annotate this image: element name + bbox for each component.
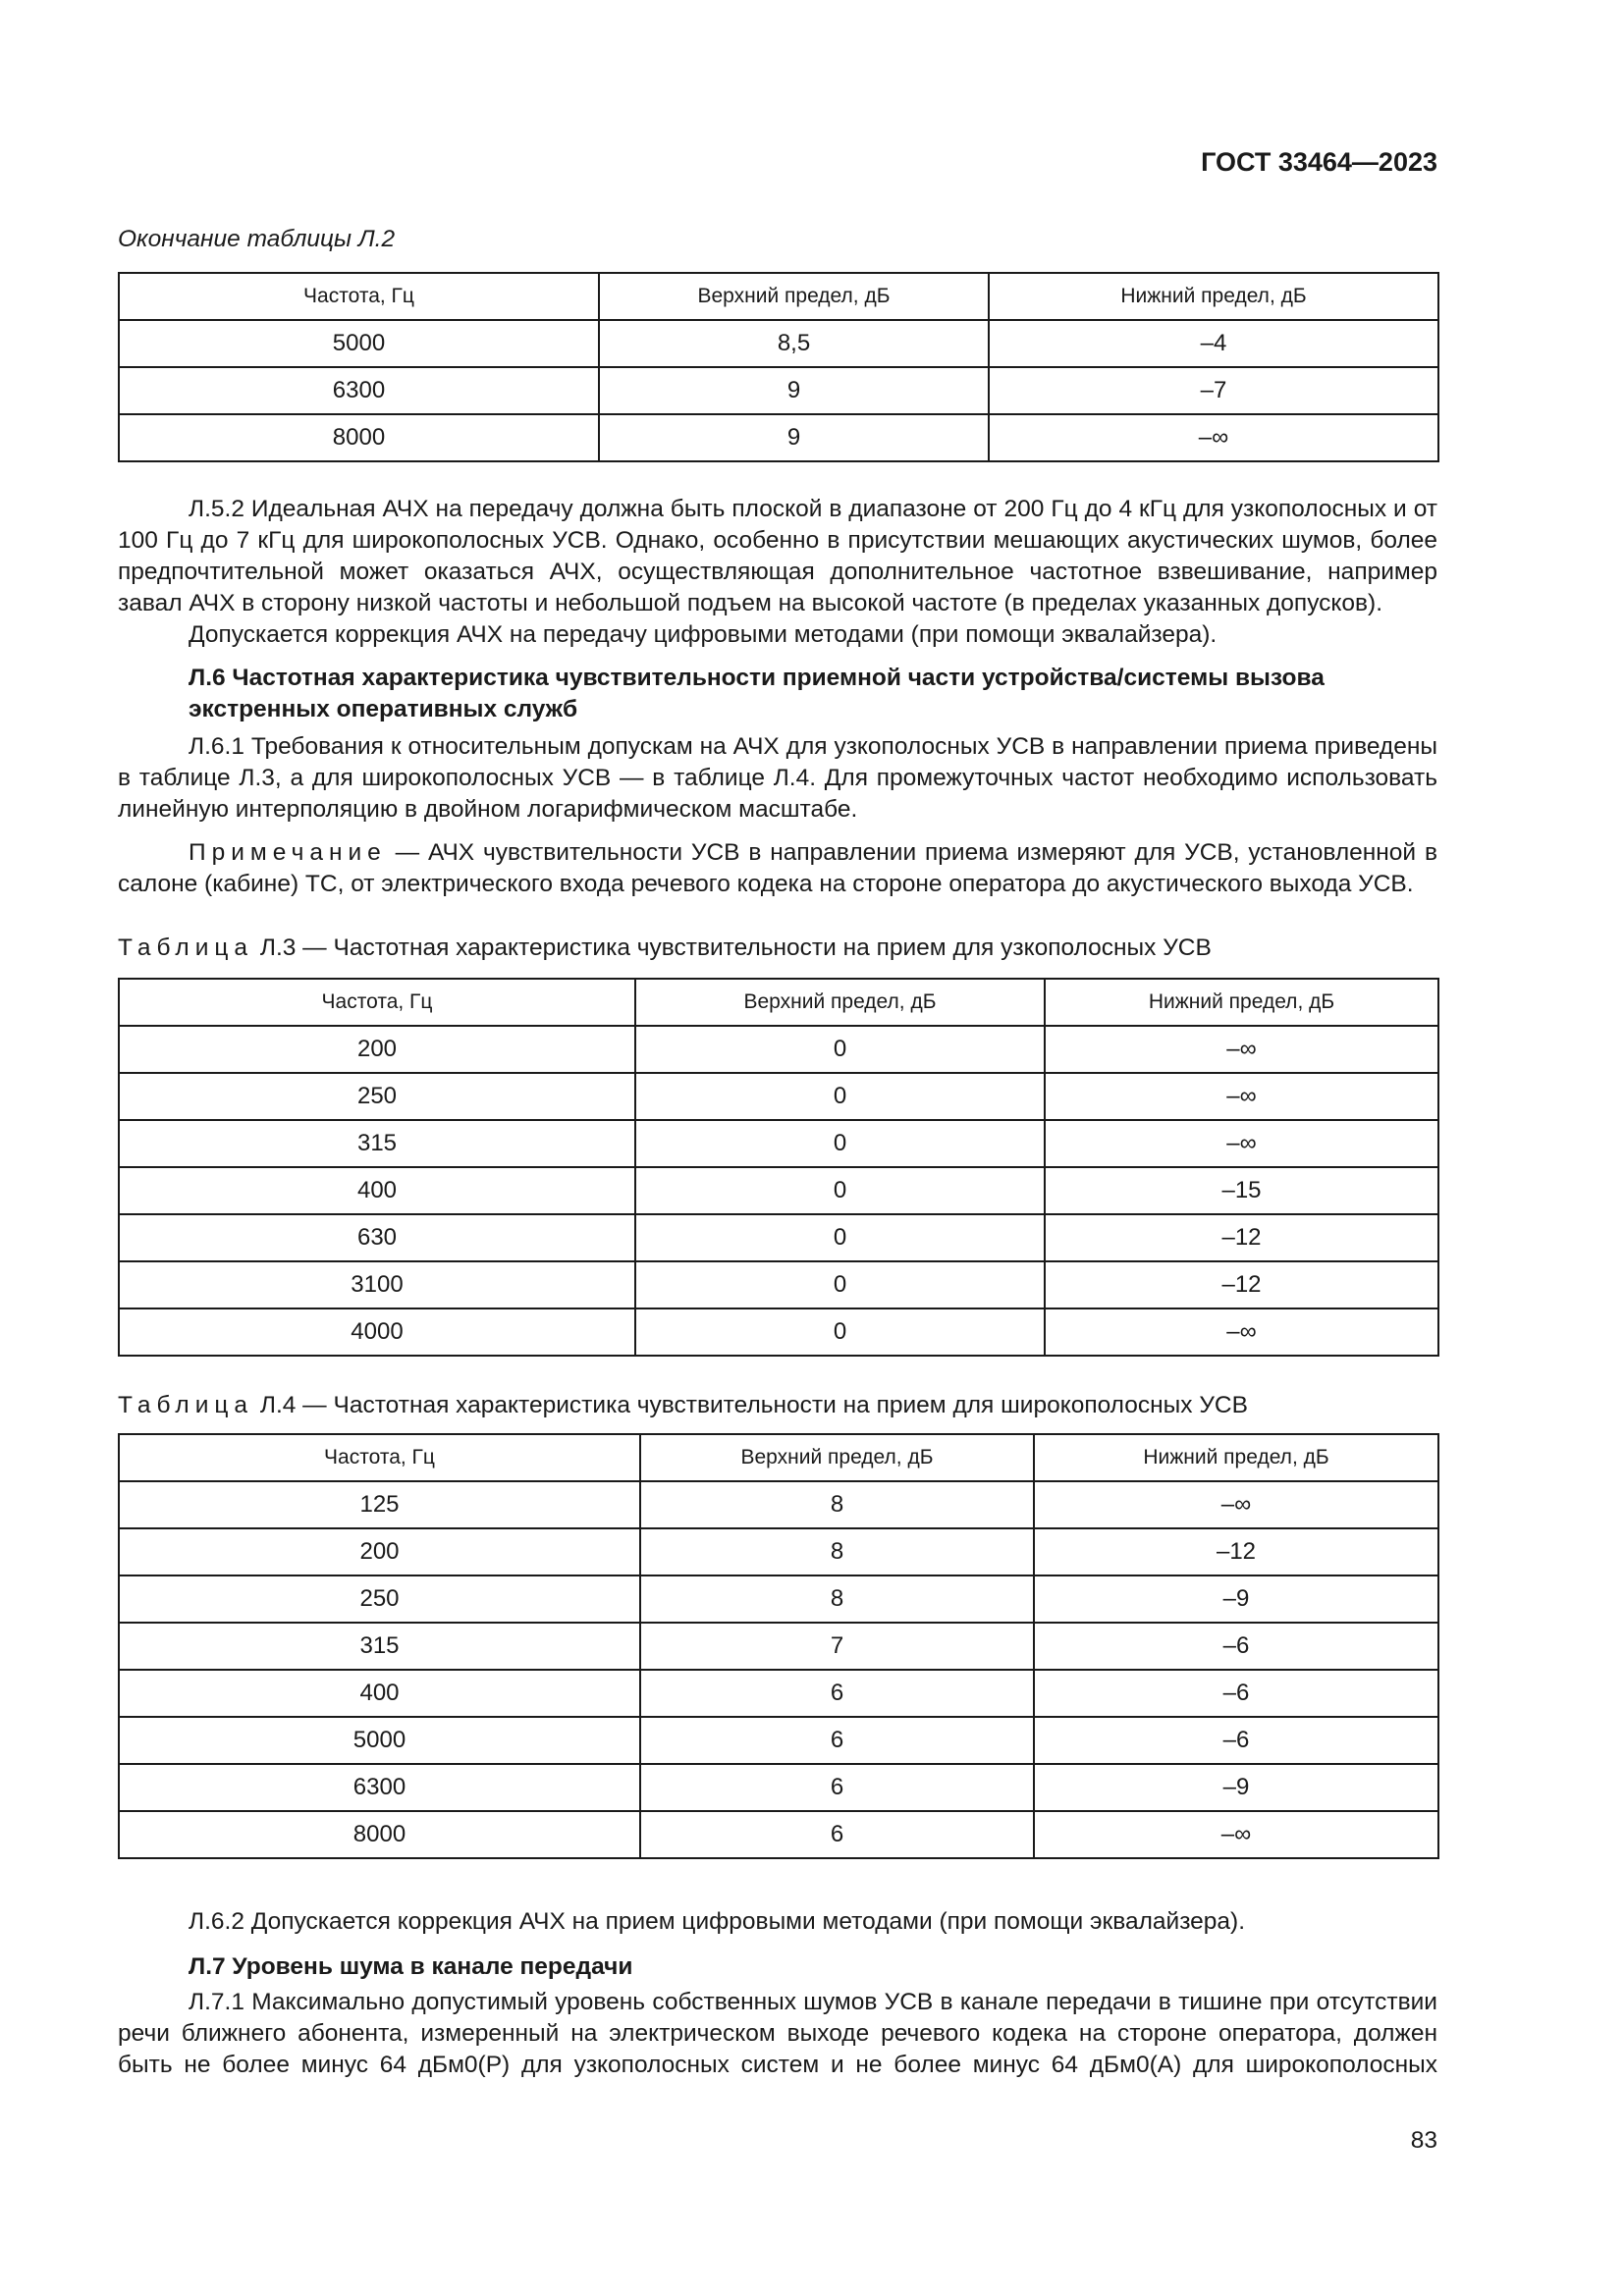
- table-cell: 0: [635, 1214, 1045, 1261]
- section-heading-l7: Л.7 Уровень шума в канале передачи: [189, 1953, 633, 1980]
- paragraph-l7-1: Л.7.1 Максимально допустимый уровень собственных шумов УСВ в канале передачи в тишине при отсутствии речи ближнего абонента, измеренный на электрическом выходе речевого кодека на стороне оператора, должен быть не более минус 64 дБм0(Р) для узкополосных систем и не более минус 64 дБм0(А) для широкополосных: [118, 1989, 1437, 2078]
- table-cell: –12: [1045, 1214, 1438, 1261]
- table-cell: 6300: [119, 367, 599, 414]
- table-row: [119, 1214, 1438, 1261]
- column-header: Нижний предел, дБ: [989, 273, 1438, 320]
- column-header: Нижний предел, дБ: [1045, 979, 1438, 1026]
- document-id: ГОСТ 33464—2023: [1201, 147, 1437, 177]
- table-l3-caption: [118, 934, 1212, 962]
- table-cell: 5000: [119, 1717, 640, 1764]
- table-cell: –7: [989, 367, 1438, 414]
- table-cell: 8: [640, 1481, 1034, 1528]
- table-row: [119, 1528, 1438, 1575]
- paragraph-l6-2: Л.6.2 Допускается коррекция АЧХ на прием цифровыми методами (при помощи эквалайзера).: [189, 1908, 1246, 1935]
- table-cell: 0: [635, 1261, 1045, 1308]
- table-cell: –∞: [1045, 1308, 1438, 1356]
- table-cell: –∞: [1045, 1073, 1438, 1120]
- table-row: [119, 1623, 1438, 1670]
- table-title: Л.3 — Частотная характеристика чувствительности на прием для узкополосных УСВ: [253, 934, 1212, 961]
- table-cell: –6: [1034, 1717, 1438, 1764]
- table-cell: –12: [1034, 1528, 1438, 1575]
- table-label: Таблица: [118, 934, 254, 961]
- table-row: [119, 367, 1438, 414]
- table-cell: –9: [1034, 1764, 1438, 1811]
- table-cell: 315: [119, 1623, 640, 1670]
- table-cell: –∞: [989, 414, 1438, 461]
- table-cell: 4000: [119, 1308, 635, 1356]
- table-cell: 6: [640, 1811, 1034, 1858]
- table-row: [119, 1120, 1438, 1167]
- table-cell: 3100: [119, 1261, 635, 1308]
- table-cell: –∞: [1045, 1026, 1438, 1073]
- table-cell: 250: [119, 1073, 635, 1120]
- body-text-block: [118, 494, 1437, 900]
- table-cell: 8000: [119, 414, 599, 461]
- table-header-row: [119, 1434, 1438, 1481]
- table-cell: 0: [635, 1026, 1045, 1073]
- table-cell: –9: [1034, 1575, 1438, 1623]
- table-cell: –∞: [1034, 1481, 1438, 1528]
- table-l4: [118, 1433, 1439, 1859]
- column-header: Верхний предел, дБ: [640, 1434, 1034, 1481]
- table-cell: 6: [640, 1764, 1034, 1811]
- column-header: Частота, Гц: [119, 273, 599, 320]
- table-row: [119, 320, 1438, 367]
- table-cell: 0: [635, 1073, 1045, 1120]
- table-cell: 6: [640, 1717, 1034, 1764]
- table-cell: –15: [1045, 1167, 1438, 1214]
- column-header: Верхний предел, дБ: [599, 273, 989, 320]
- table-l4-caption: [118, 1392, 1248, 1419]
- table-cell: 6300: [119, 1764, 640, 1811]
- table-header-row: [119, 273, 1438, 320]
- table-cell: 8: [640, 1575, 1034, 1623]
- table-cell: 315: [119, 1120, 635, 1167]
- table-cell: –4: [989, 320, 1438, 367]
- column-header: Верхний предел, дБ: [635, 979, 1045, 1026]
- table-cell: –6: [1034, 1623, 1438, 1670]
- table-cell: –12: [1045, 1261, 1438, 1308]
- table-cell: 9: [599, 414, 989, 461]
- paragraph-l5-2: Л.5.2 Идеальная АЧХ на передачу должна быть плоской в диапазоне от 200 Гц до 4 кГц для узкополосных и от 100 Гц до 7 кГц для широкополосных УСВ. Однако, особенно в присутствии мешающих акустических шумов, более предпочтительной может оказаться АЧХ, осуществляющая дополнительное частотное взвешивание, например завал АЧХ в сторону низкой частоты и небольшой подъем на высокой частоте (в пределах указанных допусков).: [118, 496, 1437, 616]
- table-row: [119, 414, 1438, 461]
- table-cell: 125: [119, 1481, 640, 1528]
- table-cell: 8: [640, 1528, 1034, 1575]
- column-header: Нижний предел, дБ: [1034, 1434, 1438, 1481]
- table-cell: –∞: [1034, 1811, 1438, 1858]
- table-l3: [118, 978, 1439, 1357]
- section-heading-l6: Л.6 Частотная характеристика чувствительности приемной части устройства/системы вызова экстренных оперативных служб: [189, 665, 1325, 722]
- table-cell: 0: [635, 1167, 1045, 1214]
- paragraph-l6-1: Л.6.1 Требования к относительным допускам на АЧХ для узкополосных УСВ в направлении приема приведены в таблице Л.3, а для широкополосных УСВ — в таблице Л.4. Для промежуточных частот необходимо использовать линейную интерполяцию в двойном логарифмическом масштабе.: [118, 733, 1437, 823]
- table-row: [119, 1261, 1438, 1308]
- column-header: Частота, Гц: [119, 979, 635, 1026]
- table-cell: 630: [119, 1214, 635, 1261]
- table-header-row: [119, 979, 1438, 1026]
- paragraph-l5-2-correction: Допускается коррекция АЧХ на передачу цифровыми методами (при помощи эквалайзера).: [189, 621, 1218, 648]
- table-cell: 9: [599, 367, 989, 414]
- table-cell: 0: [635, 1308, 1045, 1356]
- table-row: [119, 1167, 1438, 1214]
- table-cell: 5000: [119, 320, 599, 367]
- table-row: [119, 1764, 1438, 1811]
- table-cell: –∞: [1045, 1120, 1438, 1167]
- table-row: [119, 1026, 1438, 1073]
- table-row: [119, 1481, 1438, 1528]
- table-cell: 400: [119, 1670, 640, 1717]
- note-label: Примечание: [189, 839, 387, 866]
- body-text-block-lower: [118, 1906, 1437, 2081]
- table-cell: 200: [119, 1528, 640, 1575]
- table-cell: 400: [119, 1167, 635, 1214]
- table-cell: 7: [640, 1623, 1034, 1670]
- table-title: Л.4 — Частотная характеристика чувствительности на прием для широкополосных УСВ: [253, 1392, 1248, 1418]
- table-cell: 200: [119, 1026, 635, 1073]
- note-text: — АЧХ чувствительности УСВ в направлении приема измеряют для УСВ, установленной в салоне (кабине) ТС, от электрического входа речевого кодека на стороне оператора до акустического выхода УСВ.: [118, 839, 1437, 897]
- table-cell: 0: [635, 1120, 1045, 1167]
- table-l2-end: [118, 272, 1439, 462]
- table-cell: 8,5: [599, 320, 989, 367]
- table-label: Таблица: [118, 1392, 254, 1418]
- table-row: [119, 1717, 1438, 1764]
- table-row: [119, 1670, 1438, 1717]
- table-cell: 6: [640, 1670, 1034, 1717]
- note-paragraph: [118, 837, 1437, 900]
- table-continuation-caption: Окончание таблицы Л.2: [118, 226, 396, 252]
- table-cell: 8000: [119, 1811, 640, 1858]
- table-row: [119, 1308, 1438, 1356]
- table-cell: –6: [1034, 1670, 1438, 1717]
- table-row: [119, 1811, 1438, 1858]
- page-number: 83: [1410, 2127, 1437, 2154]
- table-row: [119, 1073, 1438, 1120]
- table-row: [119, 1575, 1438, 1623]
- column-header: Частота, Гц: [119, 1434, 640, 1481]
- table-cell: 250: [119, 1575, 640, 1623]
